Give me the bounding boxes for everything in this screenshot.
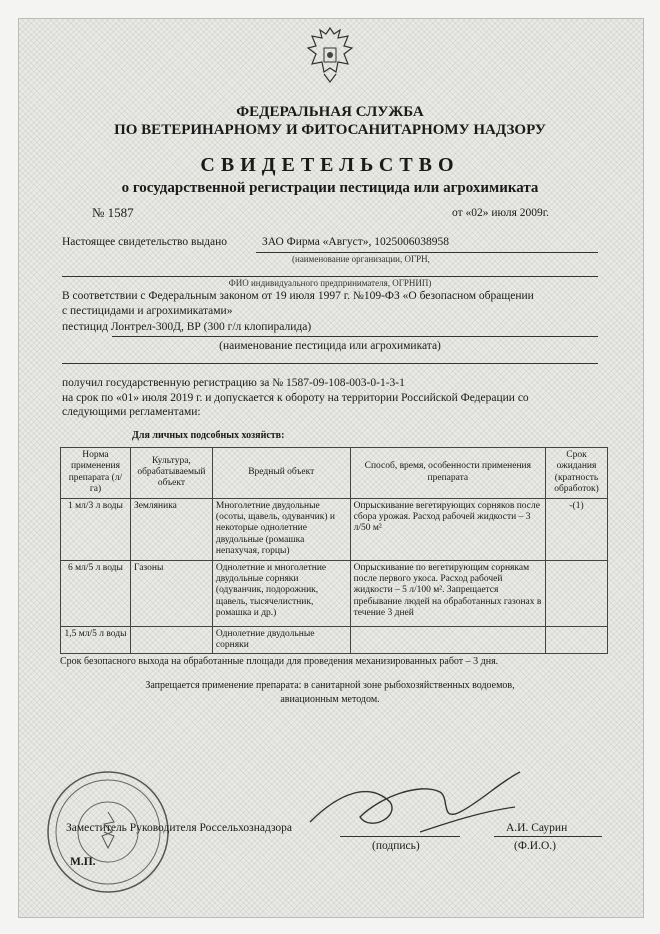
law-reference-line1: В соответствии с Федеральным законом от 19 июля 1997 г. №109-ФЗ «О безопасном обращении xyxy=(62,290,534,302)
certificate-date: от «02» июля 2009г. xyxy=(452,207,550,219)
header-crop: Культура, обрабатываемый объект xyxy=(130,448,212,499)
issued-underline xyxy=(256,252,598,253)
cell-wait xyxy=(546,560,608,626)
cell-crop: Газоны xyxy=(130,560,212,626)
cell-crop: Земляника xyxy=(130,498,212,560)
cell-crop xyxy=(130,626,212,654)
issued-caption-1: (наименование организации, ОГРН, xyxy=(292,254,430,264)
cell-wait: -(1) xyxy=(546,498,608,560)
document-title: СВИДЕТЕЛЬСТВО xyxy=(200,154,460,176)
signature-caption: (подпись) xyxy=(372,840,420,852)
table-row xyxy=(61,498,608,560)
cell-pest: Многолетние двудольные (осоты, щавель, одуванчик) и некоторые однолетние двудольные (ромашка непахучая, горцы) xyxy=(212,498,350,560)
registration-term-line: на срок по «01» июля 2019 г. и допускается к обороту на территории Российской Федерации со xyxy=(62,392,529,404)
cell-rate: 1 мл/3 л воды xyxy=(61,498,131,560)
cell-rate: 6 мл/5 л воды xyxy=(61,560,131,626)
issued-organization: ЗАО Фирма «Август», 1025006038958 xyxy=(262,236,449,248)
issued-caption-2: ФИО индивидуального предпринимателя, ОГРНИП) xyxy=(228,278,432,288)
table-row xyxy=(61,560,608,626)
cell-method: Опрыскивание вегетирующих сорняков после сбора урожая. Расход рабочей жидкости – 3 л/50 м² xyxy=(350,498,545,560)
table-row xyxy=(61,626,608,654)
certificate-number: № 1587 xyxy=(92,205,134,220)
registration-regulations-line: следующими регламентами: xyxy=(62,406,201,418)
document-subtitle: о государственной регистрации пестицида или агрохимиката xyxy=(121,180,539,196)
prohibition-note-2: авиационным методом. xyxy=(280,694,380,705)
safe-exit-note: Срок безопасного выхода на обработанные площади для проведения механизированных работ – 3 дня. xyxy=(60,656,499,667)
header-pest: Вредный объект xyxy=(212,448,350,499)
regulations-table xyxy=(60,447,608,654)
agency-name-line2: ПО ВЕТЕРИНАРНОМУ И ФИТОСАНИТАРНОМУ НАДЗОРУ xyxy=(114,122,546,138)
issued-label: Настоящее свидетельство выдано xyxy=(62,236,228,248)
coat-of-arms-emblem xyxy=(304,24,356,86)
header-wait: Срок ожидания (кратность обработок) xyxy=(546,448,608,499)
signer-position: Заместитель Руководителя Россельхознадзора xyxy=(66,822,293,834)
signer-name: А.И. Саурин xyxy=(506,822,568,834)
name-caption: (Ф.И.О.) xyxy=(514,840,556,852)
blank-line-2 xyxy=(62,363,598,364)
registration-number-line: получил государственную регистрацию за № 1587-09-108-003-0-1-3-1 xyxy=(62,377,405,389)
cell-method: Опрыскивание по вегетирующим сорнякам после первого укоса. Расход рабочей жидкости – 5 л/100 м². Запрещается пребывание людей на обработанных газонах в течение 3 дней xyxy=(350,560,545,626)
header-method: Способ, время, особенности применения препарата xyxy=(350,448,545,499)
name-line xyxy=(494,836,602,837)
table-caption: Для личных подсобных хозяйств: xyxy=(132,430,285,441)
cell-pest: Однолетние и многолетние двудольные сорняки (одуванчик, подорожник, щавель, тысячелистник, ромашка и др.) xyxy=(212,560,350,626)
pesticide-underline xyxy=(112,336,598,337)
cell-wait xyxy=(546,626,608,654)
cell-method xyxy=(350,626,545,654)
blank-line xyxy=(62,276,598,277)
agency-name-line1: ФЕДЕРАЛЬНАЯ СЛУЖБА xyxy=(236,104,424,120)
law-reference-line2: с пестицидами и агрохимикатами» xyxy=(62,305,233,317)
prohibition-note-1: Запрещается применение препарата: в санитарной зоне рыбохозяйственных водоемов, xyxy=(145,680,515,691)
table-header-row xyxy=(61,448,608,499)
stamp-place-label: М.П. xyxy=(70,856,96,868)
pesticide-name: пестицид Лонтрел-300Д, ВР (300 г/л клопиралида) xyxy=(62,321,312,333)
cell-pest: Однолетние двудольные сорняки xyxy=(212,626,350,654)
handwritten-signature xyxy=(300,762,530,852)
header-rate: Норма применения препарата (л/га) xyxy=(61,448,131,499)
pesticide-caption: (наименование пестицида или агрохимиката) xyxy=(219,340,441,352)
signature-line xyxy=(340,836,460,837)
cell-rate: 1,5 мл/5 л воды xyxy=(61,626,131,654)
